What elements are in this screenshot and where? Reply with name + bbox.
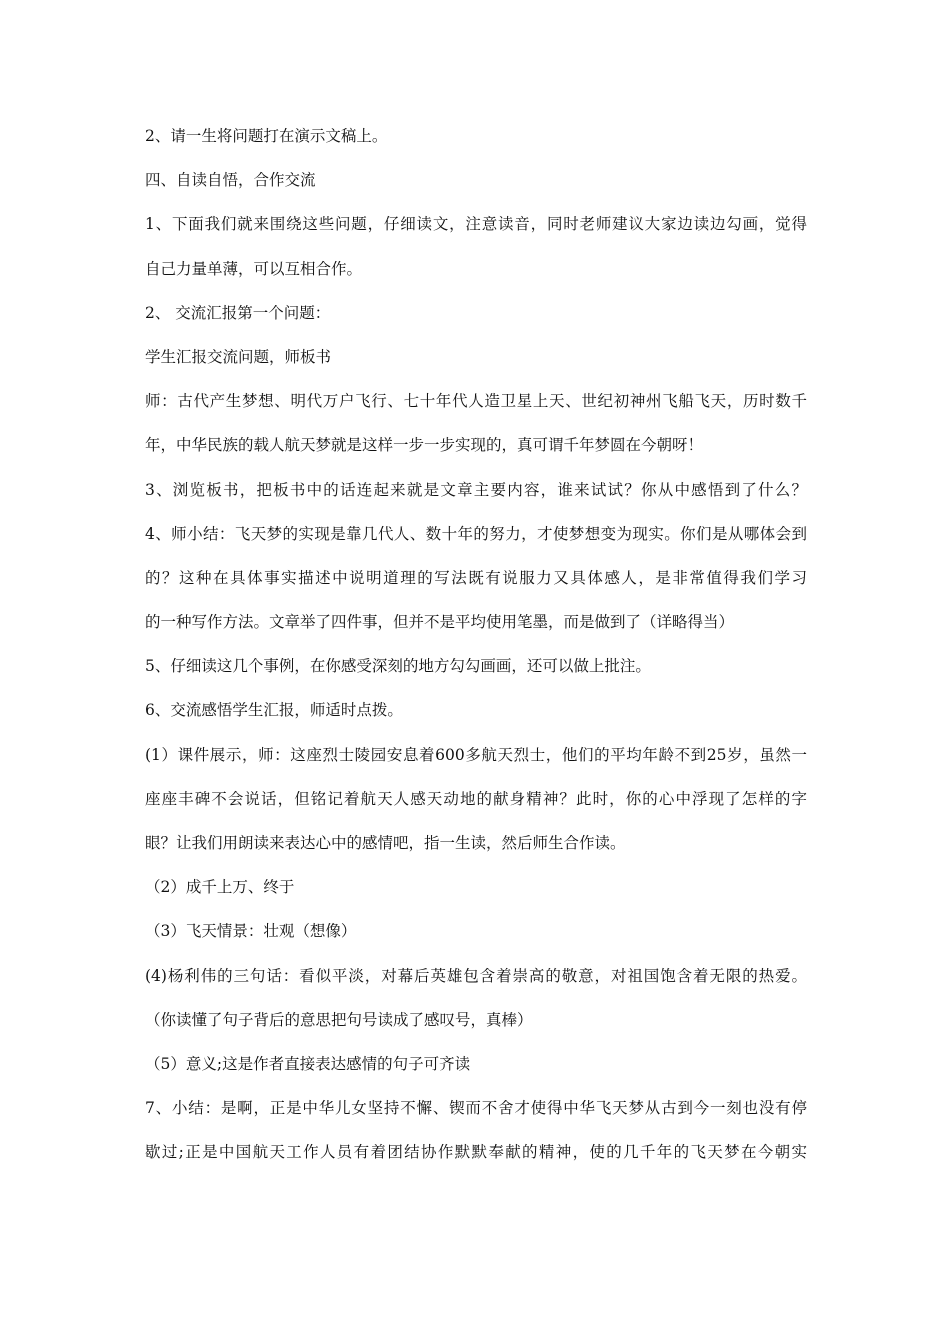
text-line: 年，中华民族的载人航天梦就是这样一步一步实现的，真可谓千年梦圆在今朝呀！: [145, 436, 704, 455]
text-line: 的？这种在具体事实描述中说明道理的写法既有说服力又具体感人，是非常值得我们学习: [145, 568, 807, 587]
text-line: 四、自读自悟，合作交流: [145, 171, 316, 190]
text-line: （3）飞天情景：壮观（想像）: [145, 922, 357, 941]
text-line: 学生汇报交流问题，师板书: [145, 347, 332, 366]
text-line: 4、师小结：飞天梦的实现是靠几代人、数十年的努力，才使梦想变为现实。你们是从哪体会到: [145, 524, 807, 543]
text-line: 5、仔细读这几个事例，在你感受深刻的地方勾勾画画，还可以做上批注。: [145, 657, 651, 676]
text-line: (4)杨利伟的三句话：看似平淡，对幕后英雄包含着崇高的敬意，对祖国饱含着无限的热爱。: [145, 966, 807, 985]
text-line: 1、下面我们就来围绕这些问题，仔细读文，注意读音，同时老师建议大家边读边勾画，觉得: [145, 215, 807, 234]
text-line: 7、小结：是啊，正是中华儿女坚持不懈、锲而不舍才使得中华飞天梦从古到今一刻也没有停: [145, 1099, 807, 1118]
document-body: [145, 123, 807, 1184]
text-line: 6、交流感悟学生汇报，师适时点拨。: [145, 701, 403, 720]
text-line: （2）成千上万、终于: [145, 878, 295, 897]
text-line: 歇过;正是中国航天工作人员有着团结协作默默奉献的精神，使的几千年的飞天梦在今朝实: [145, 1143, 807, 1162]
text-line: 的一种写作方法。文章举了四件事，但并不是平均使用笔墨，而是做到了（详略得当）: [145, 613, 735, 632]
text-line: (1）课件展示，师：这座烈士陵园安息着600多航天烈士，他们的平均年龄不到25岁，虽然一: [145, 745, 807, 764]
text-line: 座座丰碑不会说话，但铭记着航天人感天动地的献身精神？此时，你的心中浮现了怎样的字: [145, 789, 807, 808]
text-line: 师：古代产生梦想、明代万户飞行、七十年代人造卫星上天、世纪初神州飞船飞天，历时数千: [145, 392, 807, 411]
text-line: 眼？让我们用朗读来表达心中的感情吧，指一生读，然后师生合作读。: [145, 834, 626, 852]
text-line: （你读懂了句子背后的意思把句号读成了感叹号，真棒）: [145, 1010, 533, 1029]
text-line: 2、 交流汇报第一个问题：: [145, 303, 331, 322]
text-line: （5）意义;这是作者直接表达感情的句子可齐读: [145, 1054, 471, 1073]
text-line: 3、浏览板书，把板书中的话连起来就是文章主要内容，谁来试试？你从中感悟到了什么？: [145, 480, 807, 499]
text-line: 自己力量单薄，可以互相合作。: [145, 259, 363, 278]
text-line: 2、请一生将问题打在演示文稿上。: [145, 127, 388, 145]
